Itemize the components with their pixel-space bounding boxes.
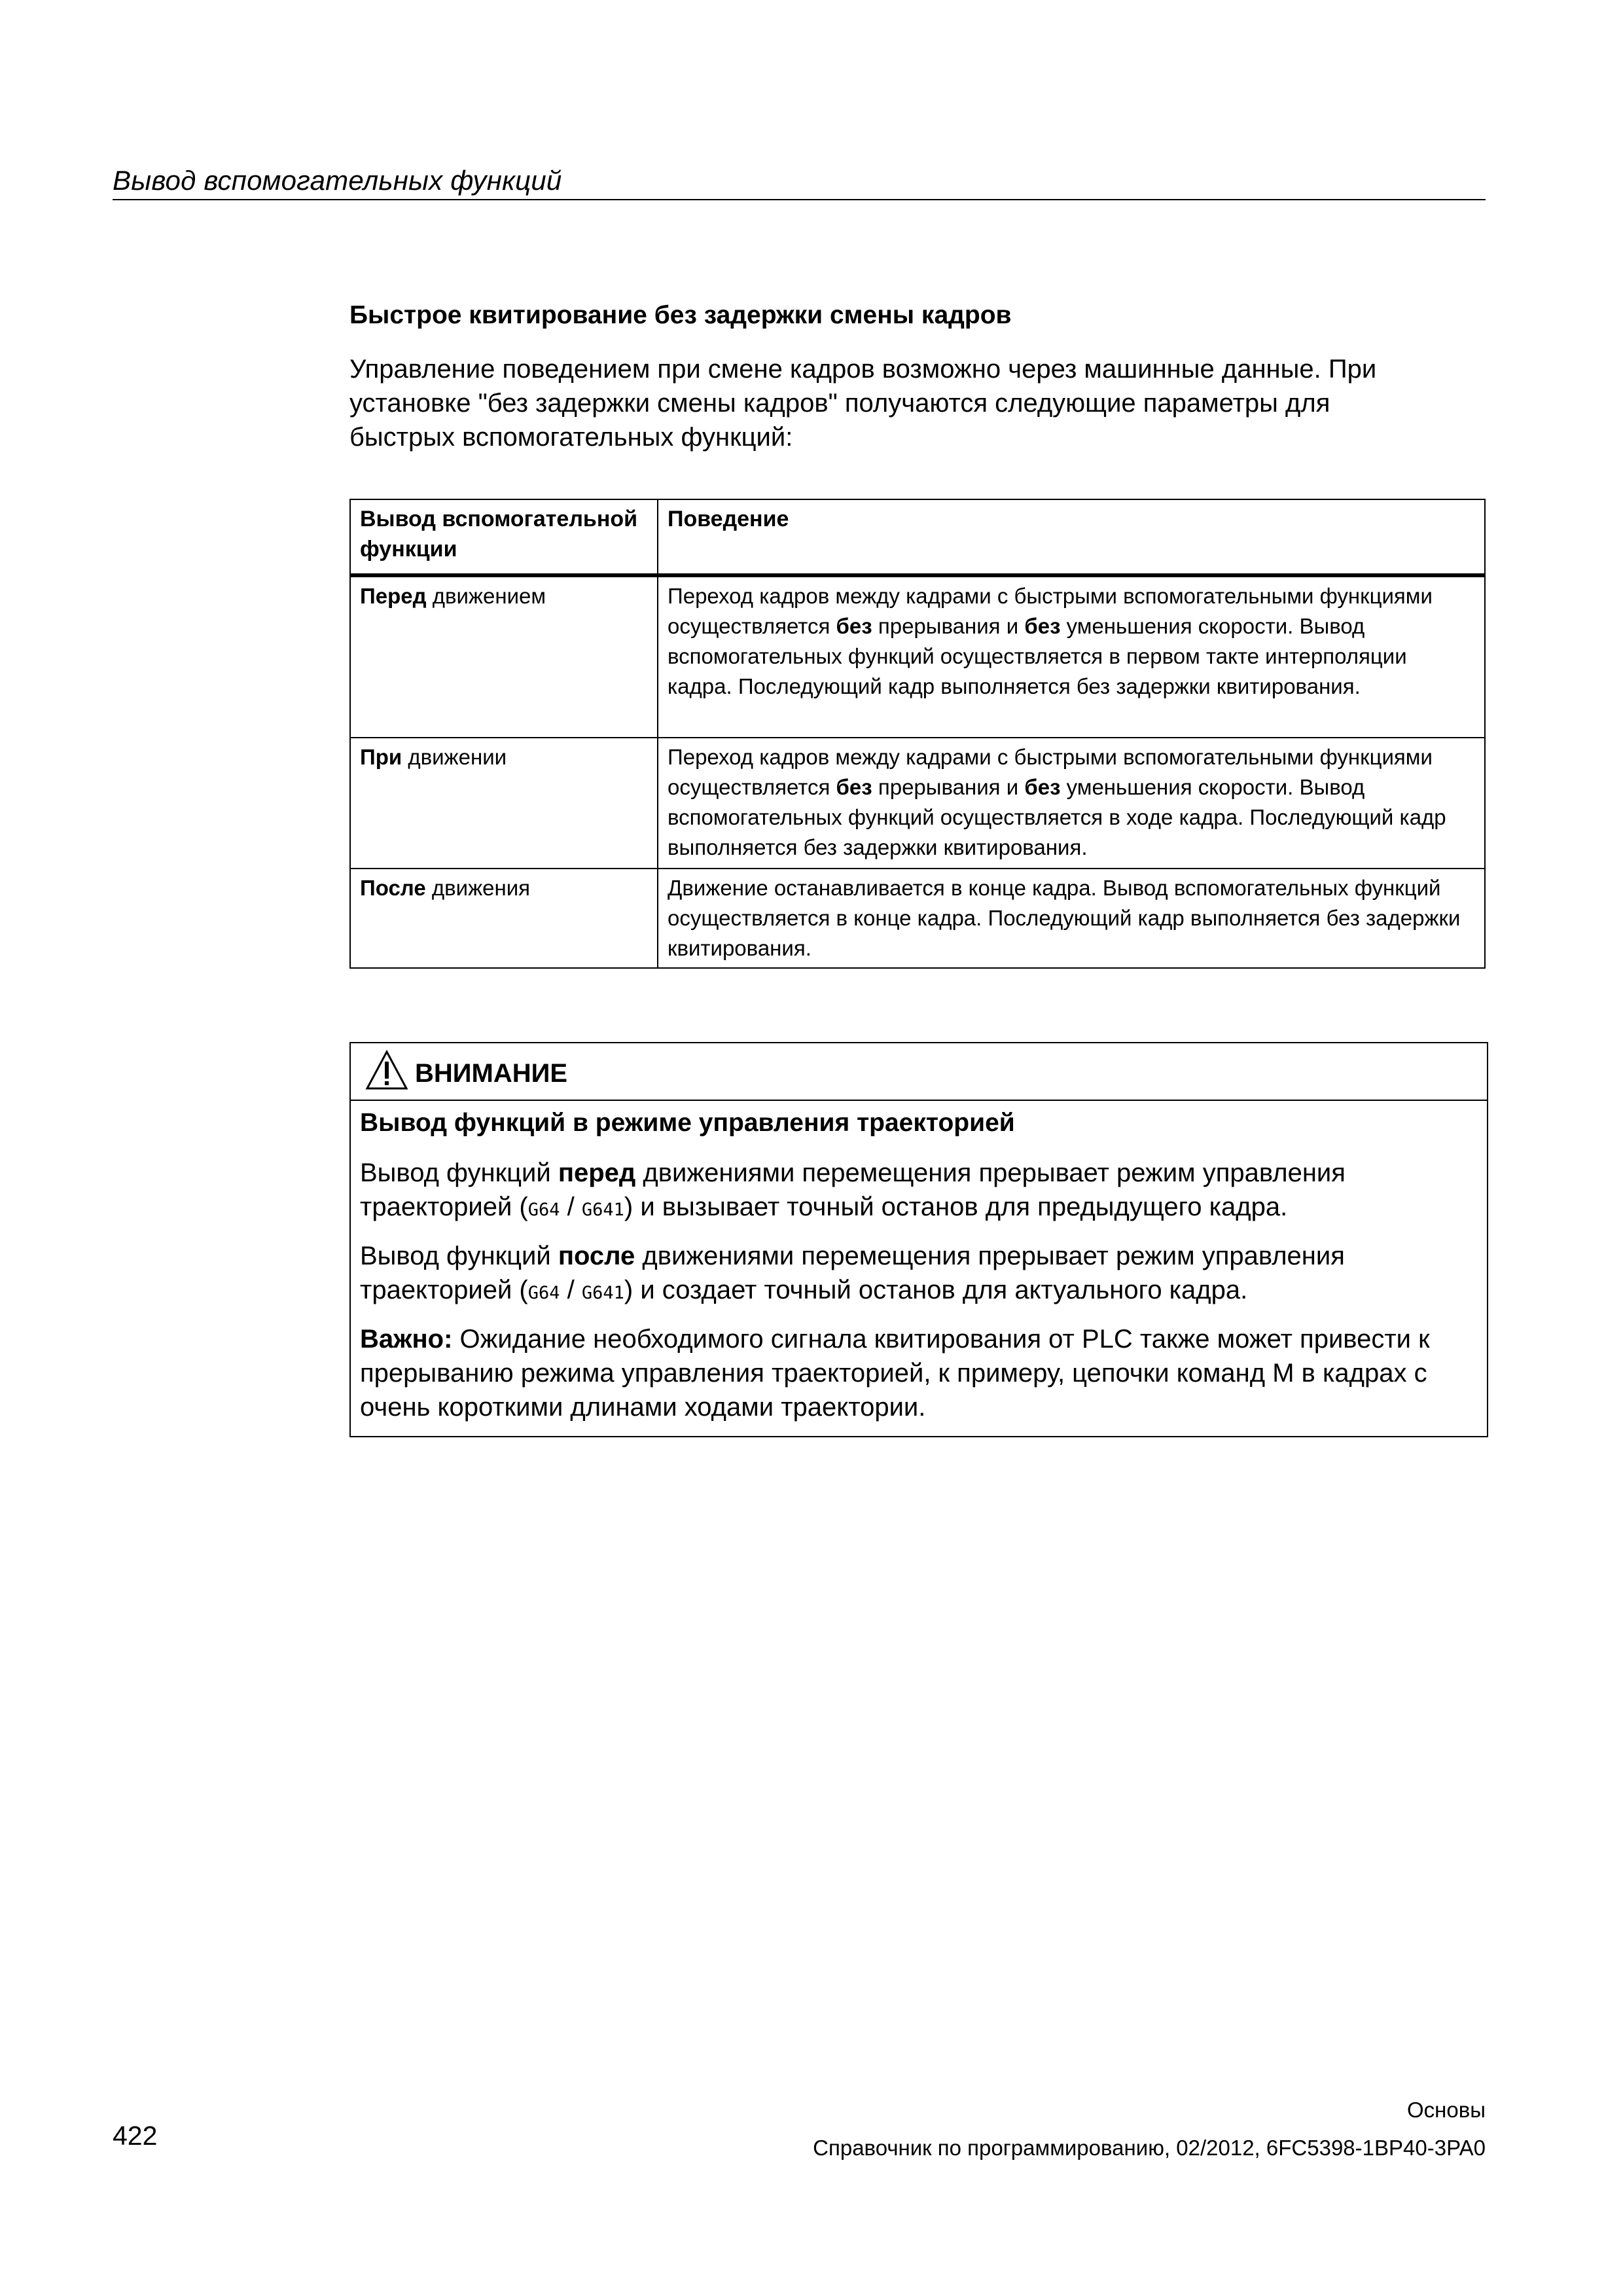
- behavior-table: [349, 499, 1486, 969]
- description-text: прерывания и: [872, 775, 1025, 799]
- row-key-text: движением: [426, 584, 546, 608]
- warning-paragraph: [360, 1156, 1478, 1227]
- warning-header: [351, 1043, 1487, 1101]
- warning-triangle-icon: [365, 1050, 408, 1090]
- code-g641: G641: [581, 1200, 624, 1220]
- emphasis-text: без: [1024, 775, 1061, 799]
- row-key-bold: При: [360, 745, 402, 769]
- running-header: Вывод вспомогательных функций: [113, 165, 562, 196]
- warning-title: Вывод функций в режиме управления траекторией: [360, 1109, 1015, 1137]
- row-key-bold: Перед: [360, 584, 427, 608]
- code-g64: G64: [527, 1283, 560, 1303]
- warning-text: движениями перемещения прерывает режим управления траекторией (: [360, 1158, 1346, 1221]
- row-key-cell: [350, 575, 658, 738]
- row-key-text: движения: [425, 876, 531, 900]
- emphasis-text: без: [836, 775, 872, 799]
- column-header-function: Вывод вспомогательной функции: [350, 499, 658, 575]
- table-header-row: [350, 499, 1485, 575]
- warning-paragraph: [360, 1239, 1478, 1310]
- code-g641: G641: [581, 1283, 624, 1303]
- emphasis-text: без: [1024, 614, 1061, 638]
- row-key-cell: [350, 738, 658, 869]
- description-text: уменьшения скорости. Вывод вспомогательных функций осуществляется в первом такте интерполяции кадра. Последующий кадр выполняется без задержки квитирования.: [668, 614, 1407, 698]
- emphasis-text: после: [558, 1242, 635, 1270]
- intro-line: Управление поведением при смене кадров возможно через машинные данные. При: [349, 355, 1377, 384]
- row-key-cell: [350, 869, 658, 968]
- emphasis-text: Важно:: [360, 1325, 453, 1354]
- row-description-cell: [658, 738, 1485, 869]
- column-header-behavior: Поведение: [658, 499, 1485, 575]
- emphasis-text: перед: [558, 1158, 636, 1187]
- description-text: прерывания и: [872, 614, 1025, 638]
- table-row: [350, 738, 1485, 869]
- warning-text: /: [560, 1276, 582, 1304]
- warning-label: ВНИМАНИЕ: [415, 1059, 568, 1088]
- footer-title: Основы: [1407, 2098, 1486, 2122]
- warning-text: Ожидание необходимого сигнала квитирования от PLC также может привести к прерыванию режима управления траекторией, к примеру, цепочки команд M в кадрах с очень короткими длинами ходами траектории.: [360, 1325, 1430, 1422]
- description-text: Переход кадров между кадрами с быстрыми вспомогательными функциями осуществляется: [668, 584, 1433, 638]
- warning-text: Вывод функций: [360, 1242, 558, 1270]
- table-row: [350, 575, 1485, 738]
- row-description-cell: [658, 575, 1485, 738]
- code-g64: G64: [527, 1200, 560, 1220]
- warning-text: Вывод функций: [360, 1158, 558, 1187]
- warning-text: ) и создает точный останов для актуального кадра.: [624, 1276, 1248, 1304]
- footer-reference: Справочник по программированию, 02/2012, 6FC5398-1BP40-3PA0: [813, 2136, 1486, 2160]
- warning-body: [351, 1101, 1487, 1436]
- section-title: Быстрое квитирование без задержки смены кадров: [349, 301, 1012, 329]
- behavior-table-container: [349, 499, 1486, 969]
- intro-line: установке "без задержки смены кадров" получаются следующие параметры для: [349, 389, 1330, 418]
- header-rule: [113, 199, 1486, 200]
- description-text: уменьшения скорости. Вывод вспомогательных функций осуществляется в ходе кадра. Последующий кадр выполняется без задержки квитирования.: [668, 775, 1446, 859]
- warning-box: [349, 1042, 1488, 1437]
- warning-text: ) и вызывает точный останов для предыдущего кадра.: [624, 1193, 1288, 1221]
- description-text: Переход кадров между кадрами с быстрыми вспомогательными функциями осуществляется: [668, 745, 1433, 799]
- warning-paragraph: [360, 1322, 1478, 1424]
- warning-text: /: [560, 1193, 582, 1221]
- intro-paragraph: [349, 352, 1486, 454]
- warning-text: движениями перемещения прерывает режим управления траекторией (: [360, 1242, 1345, 1304]
- emphasis-text: без: [836, 614, 872, 638]
- table-row: [350, 869, 1485, 968]
- page-number: 422: [113, 2121, 158, 2151]
- row-description-cell: Движение останавливается в конце кадра. Вывод вспомогательных функций осуществляется в конце кадра. Последующий кадр выполняется без задержки квитирования.: [658, 869, 1485, 968]
- row-key-text: движении: [402, 745, 507, 769]
- row-key-bold: После: [360, 876, 426, 900]
- intro-line: быстрых вспомогательных функций:: [349, 423, 793, 452]
